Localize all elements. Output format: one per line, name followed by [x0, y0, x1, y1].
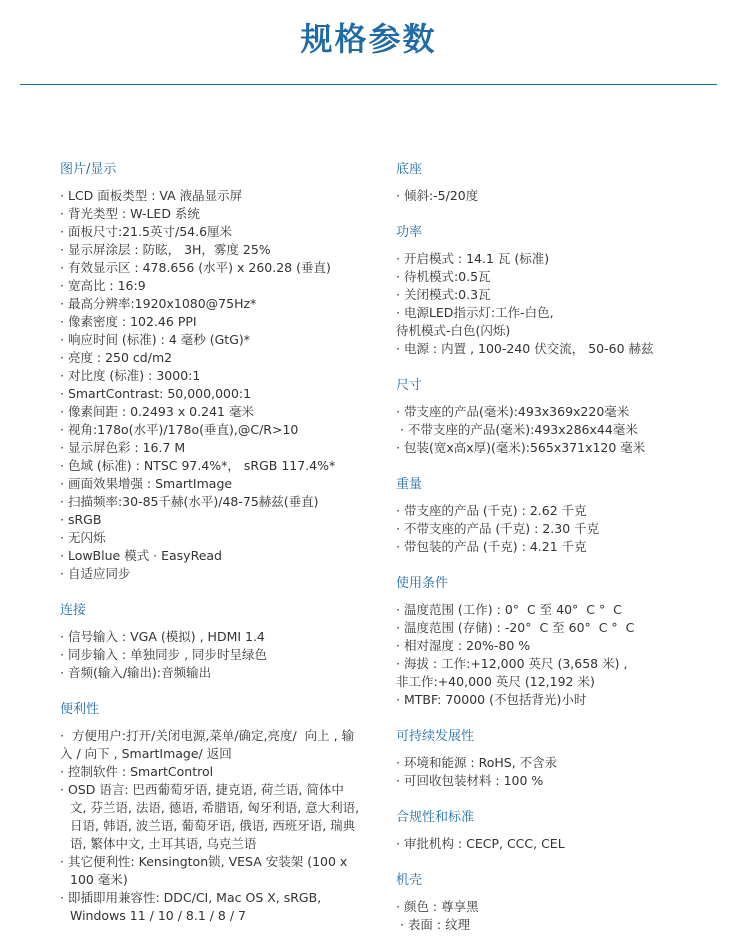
spec-item: · 即插即用兼容性: DDC/CI, Mac OS X, sRGB, Windows 11 / 10 / 8.1 / 8 / 7 — [60, 890, 326, 923]
spec-item: · 不带支座的产品 (千克) : 2.30 千克 — [396, 521, 600, 536]
spec-item: · 面板尺寸:21.5英寸/54.6厘米 — [60, 224, 233, 239]
spec-item: · 表面 : 纹理 — [396, 917, 471, 932]
spec-item: · 像素密度 : 102.46 PPI — [60, 314, 197, 329]
title-divider — [20, 84, 717, 85]
section-title: 尺寸 — [396, 378, 423, 393]
spec-item: · 音频(输入/输出):音频输出 — [60, 665, 212, 680]
section-title: 重量 — [396, 477, 423, 492]
spec-item: · 色域 (标准) : NTSC 97.4%*， sRGB 117.4%* — [60, 458, 336, 473]
section-title: 机壳 — [396, 873, 423, 888]
spec-item: · 信号输入 : VGA (模拟) , HDMI 1.4 — [60, 629, 265, 644]
spec-item: · 相对湿度 : 20%-80 % — [396, 638, 531, 653]
spec-item: · 视角:178o(水平)/178o(垂直),@C/R>10 — [60, 422, 299, 437]
spec-item: · 方便用户:打开/关闭电源,菜单/确定,亮度/ 向上 , 输入 / 向下 , SmartImage/ 返回 — [60, 728, 355, 761]
spec-list — [396, 835, 716, 853]
spec-item: 待机模式-白色(闪烁) — [396, 323, 511, 338]
spec-item: · MTBF: 70000 (不包括背光)小时 — [396, 692, 587, 707]
spec-list — [60, 187, 360, 583]
section-compliance — [396, 808, 716, 853]
spec-item: · 像素间距 : 0.2493 x 0.241 毫米 — [60, 404, 254, 419]
spec-item: · 可回收包装材料 : 100 % — [396, 773, 544, 788]
section-title: 底座 — [396, 162, 423, 177]
spec-list — [396, 898, 716, 934]
spec-list — [396, 250, 716, 358]
section-title: 功率 — [396, 225, 423, 240]
section-sustainability — [396, 727, 716, 790]
section-title: 图片/显示 — [60, 162, 117, 177]
spec-list — [396, 601, 716, 709]
spec-item: · 带支座的产品(毫米):493x369x220毫米 — [396, 404, 630, 419]
section-power — [396, 223, 716, 358]
spec-item: · 画面效果增强 : SmartImage — [60, 476, 233, 491]
spec-item: · 宽高比 : 16:9 — [60, 278, 146, 293]
spec-item: · 温度范围 (工作) : 0° C 至 40° C ° C — [396, 602, 622, 617]
left-spec-column — [60, 160, 364, 943]
section-connectivity — [60, 601, 360, 682]
section-convenience — [60, 700, 364, 925]
spec-item: · 带包装的产品 (千克) : 4.21 千克 — [396, 539, 587, 554]
spec-item: · 倾斜:-5/20度 — [396, 188, 479, 203]
right-spec-column — [396, 160, 716, 952]
spec-item: · 显示屏色彩 : 16.7 M — [60, 440, 186, 455]
spec-list — [396, 187, 716, 205]
spec-item: 非工作:+40,000 英尺 (12,192 米) — [396, 674, 595, 689]
spec-item: · 控制软件 : SmartControl — [60, 764, 214, 779]
section-cabinet — [396, 871, 716, 934]
spec-item: · 无闪烁 — [60, 530, 106, 545]
spec-item: · 海拔 : 工作:+12,000 英尺 (3,658 米) , — [396, 656, 628, 671]
spec-item: · 电源 : 内置 , 100-240 伏交流， 50-60 赫兹 — [396, 341, 654, 356]
spec-item: · 响应时间 (标准) : 4 毫秒 (GtG)* — [60, 332, 251, 347]
section-stand — [396, 160, 716, 205]
section-dimensions — [396, 376, 716, 457]
spec-item: · 审批机构 : CECP, CCC, CEL — [396, 836, 565, 851]
section-title: 合规性和标准 — [396, 810, 475, 825]
spec-item: · 对比度 (标准) : 3000:1 — [60, 368, 201, 383]
page-title: 规格参数 — [300, 20, 437, 58]
spec-item: · 亮度 : 250 cd/m2 — [60, 350, 173, 365]
spec-item: · 包装(宽x高x厚)(毫米):565x371x120 毫米 — [396, 440, 646, 455]
spec-item: · 显示屏涂层 : 防眩， 3H，雾度 25% — [60, 242, 271, 257]
spec-list — [396, 502, 716, 556]
spec-item: · 同步输入 : 单独同步 , 同步时呈绿色 — [60, 647, 268, 662]
section-title: 使用条件 — [396, 576, 449, 591]
section-weight — [396, 475, 716, 556]
spec-list — [396, 754, 716, 790]
spec-list — [396, 403, 716, 457]
section-picture-display — [60, 160, 360, 583]
section-title: 可持续发展性 — [396, 729, 475, 744]
spec-item: · 待机模式:0.5瓦 — [396, 269, 491, 284]
section-operating-conditions — [396, 574, 716, 709]
spec-item: · 不带支座的产品(毫米):493x286x44毫米 — [396, 422, 638, 437]
spec-item: · OSD 语言: 巴西葡萄牙语, 捷克语, 荷兰语, 简体中文, 芬兰语, 法语, 德语, 希腊语, 匈牙利语, 意大利语, 日语, 韩语, 波兰语, 葡萄牙语, 俄语, 西班牙语, 瑞典语, 繁体中文, 土耳其语, 乌克兰语 — [60, 782, 364, 851]
spec-item: · 扫描频率:30-85千赫(水平)/48-75赫兹(垂直) — [60, 494, 319, 509]
section-title: 便利性 — [60, 702, 100, 717]
spec-item: · LowBlue 模式 · EasyRead — [60, 548, 222, 563]
spec-item: · LCD 面板类型 : VA 液晶显示屏 — [60, 188, 243, 203]
spec-list — [60, 727, 364, 925]
spec-item: · 最高分辨率:1920x1080@75Hz* — [60, 296, 257, 311]
spec-item: · 环境和能源 : RoHS, 不含汞 — [396, 755, 558, 770]
spec-list — [60, 628, 360, 682]
spec-item: · 开启模式 : 14.1 瓦 (标准) — [396, 251, 550, 266]
spec-item: · 关闭模式:0.3瓦 — [396, 287, 491, 302]
spec-item: · 颜色 : 尊享黑 — [396, 899, 479, 914]
spec-item: · 背光类型 : W-LED 系统 — [60, 206, 200, 221]
spec-item: · SmartContrast: 50,000,000:1 — [60, 386, 252, 401]
spec-item: · 电源LED指示灯:工作-白色, — [396, 305, 554, 320]
spec-item: · 自适应同步 — [60, 566, 131, 581]
section-title: 连接 — [60, 603, 87, 618]
spec-item: · 有效显示区 : 478.656 (水平) x 260.28 (垂直) — [60, 260, 331, 275]
spec-item: · 温度范围 (存储) : -20° C 至 60° C ° C — [396, 620, 635, 635]
spec-item: · sRGB — [60, 512, 102, 527]
spec-item: · 带支座的产品 (千克) : 2.62 千克 — [396, 503, 587, 518]
spec-item: · 其它便利性: Kensington锁, VESA 安装架 (100 x 100 毫米) — [60, 854, 352, 887]
